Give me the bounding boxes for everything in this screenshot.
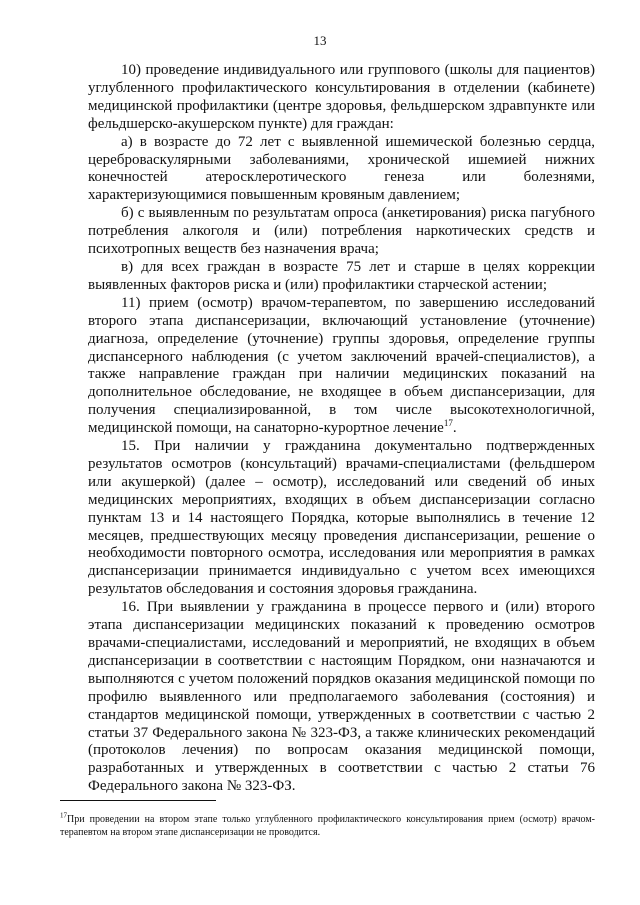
paragraph-item-10: 10) проведение индивидуального или группового (школы для пациентов) углубленного профилактического консультирования в отделении (кабинете) медицинской профилактики (центре здоровья, фельдшерском здравпункте или фельдшерско-акушерском пункте) для граждан: (88, 62, 595, 132)
paragraph-section-16: 16. При выявлении у гражданина в процессе первого и (или) второго этапа диспансеризации медицинских показаний к проведению осмотров врачами-специалистами, исследований и мероприятий, не входящих в объем диспансеризации в соответствии с настоящим Порядком, они назначаются и выполняются с учетом положений порядков оказания медицинской помощи по профилю выявленного или предполагаемого заболевания (состояния) и стандартов медицинской помощи, утвержденных в соответствии с частью 2 статьи 37 Федерального закона № 323-ФЗ, а также клинических рекомендаций (протоколов лечения) по вопросам оказания медицинской помощи, разработанных и утвержденных в соответствии с частью 2 статьи 76 Федерального закона № 323-ФЗ. (88, 599, 595, 795)
paragraph-subitem-a: а) в возрасте до 72 лет с выявленной ишемической болезнью сердца, цереброваскулярными заболеваниями, хронической ишемией нижних конечностей атеросклеротического генеза или болезнями, характеризующимися повышенным кровяным давлением; (88, 133, 595, 204)
paragraph-item-11-text: 11) прием (осмотр) врачом-терапевтом, по завершению исследований второго этапа диспансеризации, включающий установление (уточнение) диагноза, определение (уточнение) группы здоровья, определение группы диспансерного наблюдения (с учетом заключений врачей-специалистов), а также направление граждан при наличии медицинских показаний на дополнительное обследование, не входящее в объем диспансеризации, для получения специализированной, в том числе высокотехнологичной, медицинской помощи, на санаторно-курортное лечение (88, 294, 595, 437)
body-text (88, 62, 595, 796)
page-number: 13 (313, 33, 327, 48)
footnote-text: При проведении на втором этапе только углубленного профилактического консультирования прием (осмотр) врачом-терапевтом на втором этапе диспансеризации не проводится. (60, 814, 595, 838)
paragraph-subitem-v: в) для всех граждан в возрасте 75 лет и старше в целях коррекции выявленных факторов риска и (или) профилактики старческой астении; (88, 258, 595, 293)
paragraph-subitem-b: б) с выявленным по результатам опроса (анкетирования) риска пагубного потребления алкоголя и (или) потребления наркотических средств и психотропных веществ без назначения врача; (88, 205, 595, 258)
footnote-mark: 17 (60, 811, 67, 820)
footnote-reference[interactable]: 17 (443, 418, 453, 429)
footnote-divider (60, 800, 216, 801)
paragraph-section-15: 15. При наличии у гражданина документально подтвержденных результатов осмотров (консультаций) врачами-специалистами (фельдшером или акушеркой) (далее – осмотр), исследований или сведений об иных медицинских мероприятиях, входящих в объем диспансеризации согласно пунктам 13 и 14 настоящего Порядка, которые выполнялись в течение 12 месяцев, предшествующих месяцу проведения диспансеризации, решение о необходимости повторного осмотра, исследования или мероприятия в рамках диспансеризации принимается индивидуально с учетом всех имеющихся результатов обследования и состояния здоровья гражданина. (88, 438, 595, 598)
paragraph-item-11: 11) прием (осмотр) врачом-терапевтом, по завершению исследований второго этапа диспансеризации, включающий установление (уточнение) диагноза, определение (уточнение) группы здоровья, определение группы диспансерного наблюдения (с учетом заключений врачей-специалистов), а также направление граждан при наличии медицинских показаний на дополнительное обследование, не входящее в объем диспансеризации, для получения специализированной, в том числе высокотехнологичной, медицинской помощи, на санаторно-курортное лечение$^{17}$. (88, 294, 595, 437)
footnote (60, 811, 595, 839)
